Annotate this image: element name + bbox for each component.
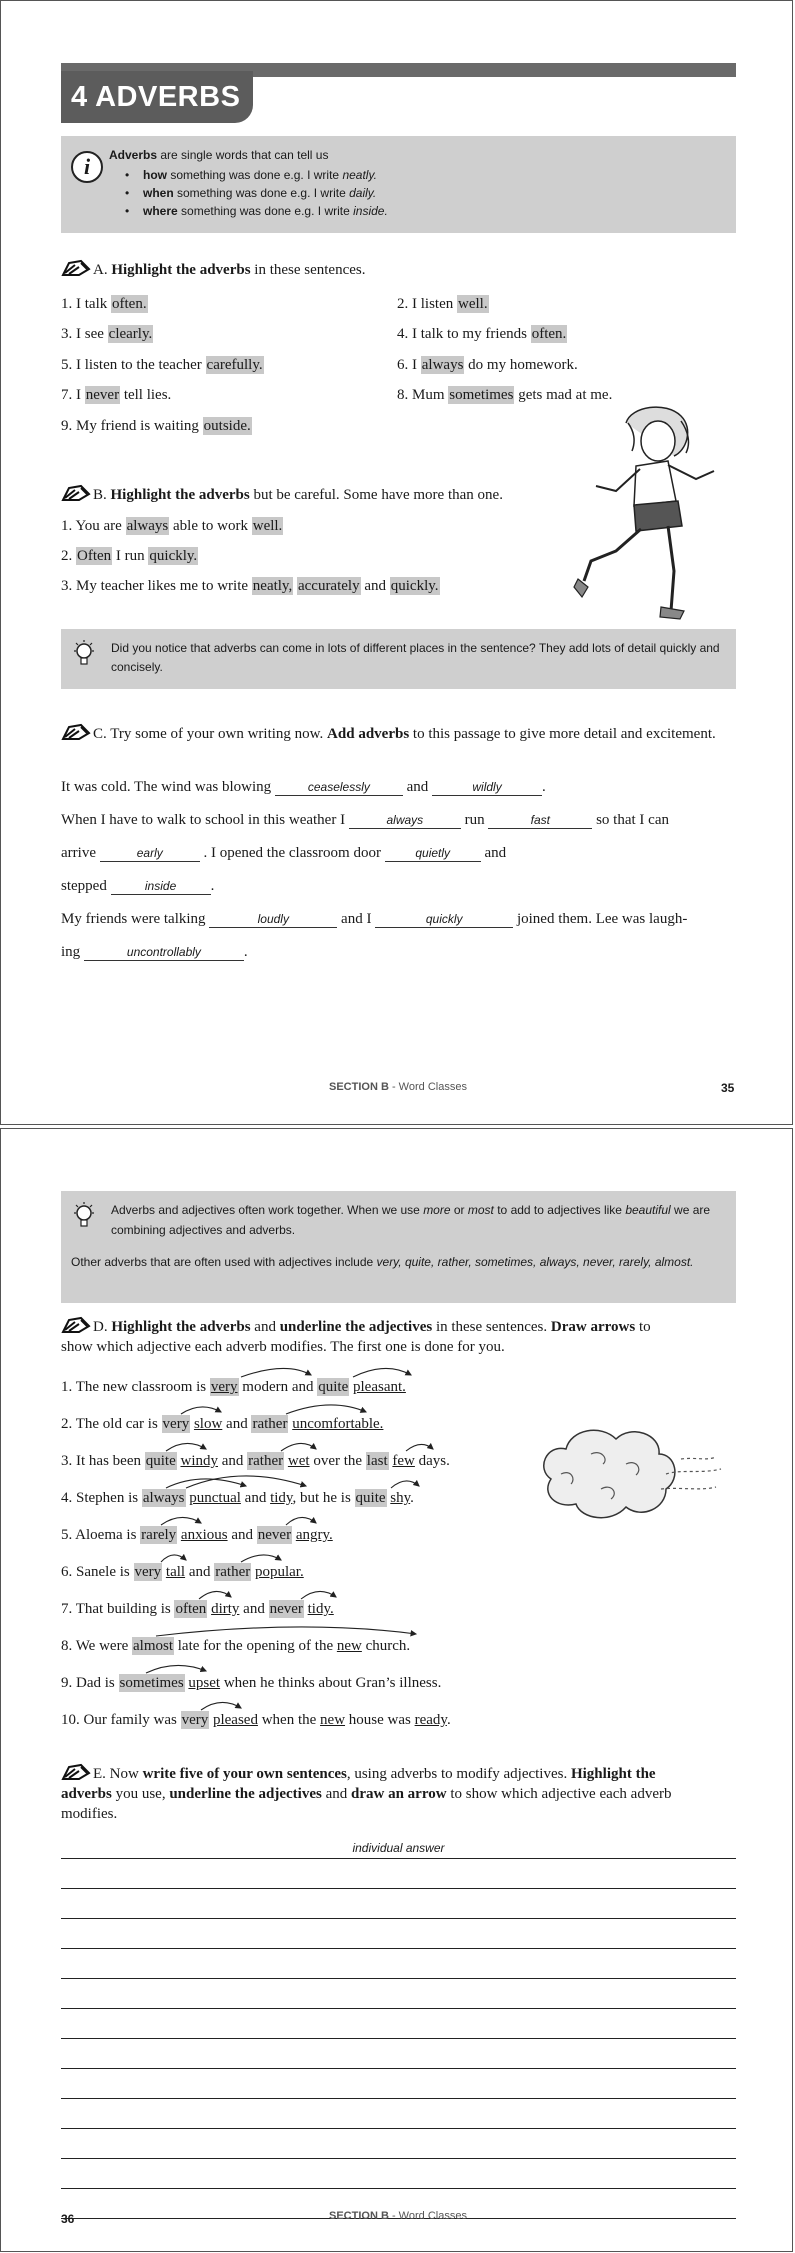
d-sentence-6: 6. Sanele is very tall and rather popular. [61, 1564, 304, 1580]
adverb-highlight: rather [252, 1416, 288, 1432]
answer-blank[interactable]: loudly [209, 911, 337, 928]
adjective-underline: tall [165, 1564, 186, 1580]
c-line-5: My friends were talking loudly and I quickly joined them. Lee was laugh- [61, 911, 688, 927]
adverb-highlight: often [175, 1601, 207, 1617]
d-sentence-2: 2. The old car is very slow and rather uncomfortable. [61, 1416, 384, 1432]
answer-blank[interactable]: fast [488, 812, 592, 829]
section-a-heading: A. Highlight the adverbs in these sentences. [61, 259, 366, 280]
adverb-highlight: rather [248, 1453, 284, 1469]
adverb-highlight: well. [252, 518, 283, 534]
pencil-writing-icon [61, 484, 91, 502]
b-sentence-1: 1. You are always able to work well. [61, 518, 283, 534]
adverb-highlight: very [210, 1379, 238, 1395]
answer-blank[interactable]: always [349, 812, 461, 829]
adverb-highlight: rarely [141, 1527, 177, 1543]
answer-line[interactable] [61, 1948, 736, 1949]
answer-blank[interactable]: inside [111, 878, 211, 895]
adverb-highlight: never [85, 387, 120, 403]
c-line-3: arrive early . I opened the classroom door quietly and [61, 845, 507, 861]
adjective-underline: shy [390, 1490, 411, 1506]
chapter-title: 4 ADVERBS [61, 71, 253, 123]
adjective-underline: anxious [180, 1527, 228, 1543]
a-sentence-5: 5. I listen to the teacher carefully. [61, 357, 263, 373]
c-line-2: When I have to walk to school in this weather I always run fast so that I can [61, 812, 669, 828]
info-item: • when something was done e.g. I write daily. [143, 184, 388, 202]
adjective-underline: slow [193, 1416, 223, 1432]
c-line-6: ing uncontrollably . [61, 944, 248, 960]
info-icon: i [71, 151, 103, 183]
adverb-highlight: never [269, 1601, 303, 1617]
pencil-writing-icon [61, 259, 91, 277]
c-line-1: It was cold. The wind was blowing ceaselessly and wildly . [61, 779, 546, 795]
adjective-underline: uncomfortable. [292, 1416, 384, 1432]
a-sentence-9: 9. My friend is waiting outside. [61, 418, 251, 434]
answer-line[interactable] [61, 1888, 736, 1889]
adjective-underline: wet [287, 1453, 310, 1469]
adjective-underline: few [392, 1453, 415, 1469]
adverb-highlight: very [162, 1416, 190, 1432]
c-line-4: stepped inside . [61, 878, 215, 894]
adjective-underline: angry. [295, 1527, 333, 1543]
info-list [143, 166, 388, 220]
adjective-underline: popular. [254, 1564, 304, 1580]
answer-blank[interactable]: quietly [385, 845, 481, 862]
adverb-highlight: very [134, 1564, 162, 1580]
d-sentence-7: 7. That building is often dirty and never tidy. [61, 1601, 334, 1617]
adverb-highlight: sometimes [119, 1675, 184, 1691]
wind-cloud-illustration [531, 1419, 731, 1529]
adverb-highlight: always [126, 518, 169, 534]
pencil-writing-icon [61, 1763, 91, 1781]
lightbulb-icon [71, 639, 97, 669]
adjective-underline: punctual [189, 1490, 241, 1506]
answer-line[interactable] [61, 1978, 736, 1979]
adverb-highlight: almost [133, 1638, 173, 1654]
adverb-highlight: neatly, [252, 578, 293, 594]
adverb-highlight: very [181, 1712, 209, 1728]
answer-line[interactable] [61, 1858, 736, 1859]
answer-line-text: individual answer [352, 1841, 445, 1855]
adverb-highlight: last [366, 1453, 388, 1469]
page-number: 36 [61, 2212, 75, 2226]
adjective-underline: tidy [270, 1490, 293, 1506]
answer-line[interactable] [61, 2038, 736, 2039]
d-sentence-9: 9. Dad is sometimes upset when he thinks about Gran’s illness. [61, 1675, 442, 1691]
adverb-highlight: often. [112, 296, 147, 312]
answer-line[interactable] [61, 2008, 736, 2009]
section-b-heading: B. Highlight the adverbs but be careful. Some have more than one. [61, 484, 503, 505]
adverb-highlight: always [421, 357, 464, 373]
adverb-highlight: quite [145, 1453, 176, 1469]
adverb-highlight: carefully. [206, 357, 263, 373]
page-35 [0, 0, 793, 1125]
answer-line[interactable] [61, 2068, 736, 2069]
adjective-underline: windy [180, 1453, 218, 1469]
d-sentence-10: 10. Our family was very pleased when the new house was ready. [61, 1712, 451, 1728]
adverb-highlight: accurately [297, 578, 360, 594]
info-box [61, 136, 736, 233]
answer-blank[interactable]: wildly [432, 779, 542, 796]
adjective-underline: new [336, 1638, 362, 1654]
answer-blank[interactable]: ceaselessly [275, 779, 403, 796]
adverb-highlight: rather [215, 1564, 251, 1580]
section-e-heading: E. Now write five of your own sentences, using adverbs to modify adjectives. Highlight the adverbs you use, underline the adjectives and draw an arrow to show which adjective each adverb modifies. [61, 1763, 736, 1824]
adverb-highlight: quite [318, 1379, 349, 1395]
d-sentence-8: 8. We were almost late for the opening of the new church. [61, 1638, 411, 1654]
a-sentence-3: 3. I see clearly. [61, 326, 153, 342]
adjective-underline: new [320, 1712, 346, 1728]
adverb-highlight: sometimes [449, 387, 514, 403]
section-d-heading: D. Highlight the adverbs and underline the adjectives in these sentences. Draw arrows to show which adjective each adverb modifies. The first one is done for you. [61, 1316, 736, 1357]
adjective-underline: ready [414, 1712, 447, 1728]
a-sentence-7: 7. I never tell lies. [61, 387, 172, 403]
tip-box [61, 629, 736, 689]
page-36 [0, 1128, 793, 2252]
a-sentence-8: 8. Mum sometimes gets mad at me. [397, 387, 613, 403]
info-item: • how something was done e.g. I write neatly. [143, 166, 388, 184]
b-sentence-3: 3. My teacher likes me to write neatly, accurately and quickly. [61, 578, 439, 594]
pencil-writing-icon [61, 723, 91, 741]
page-number: 35 [721, 1081, 735, 1095]
adverb-highlight: often. [531, 326, 567, 342]
adverb-highlight: clearly. [108, 326, 153, 342]
adverb-highlight: quite [355, 1490, 386, 1506]
adverb-highlight: well. [458, 296, 488, 312]
adjective-underline: pleased [212, 1712, 258, 1728]
info-lead: Adverbs are single words that can tell us [109, 148, 329, 162]
page-footer: SECTION B - Word Classes [329, 1081, 467, 1093]
answer-line[interactable] [61, 2158, 736, 2159]
answer-line[interactable] [61, 1918, 736, 1919]
a-sentence-4: 4. I talk to my friends often. [397, 326, 567, 342]
adverb-highlight: quickly. [390, 578, 439, 594]
info-item: • where something was done e.g. I write inside. [143, 202, 388, 220]
adverb-highlight: outside. [203, 418, 251, 434]
adverb-highlight: Often [77, 548, 112, 564]
b-sentence-2: 2. Often I run quickly. [61, 548, 198, 564]
d-sentence-1: 1. The new classroom is very modern and quite pleasant. [61, 1379, 406, 1395]
tip-line-2: combining adjectives and adverbs. [111, 1223, 296, 1237]
d-sentence-5: 5. Aloema is rarely anxious and never angry. [61, 1527, 333, 1543]
page-footer: SECTION B - Word Classes [329, 2210, 467, 2222]
answer-line[interactable] [61, 2188, 736, 2189]
answer-line[interactable] [61, 2128, 736, 2129]
answer-blank[interactable]: quickly [375, 911, 513, 928]
adverb-highlight: never [257, 1527, 292, 1543]
d-sentence-3: 3. It has been quite windy and rather wet over the last few days. [61, 1453, 450, 1469]
section-c-heading: C. Try some of your own writing now. Add adverbs to this passage to give more detail and excitement. [61, 723, 736, 744]
tip-line-3: Other adverbs that are often used with adjectives include very, quite, rather, sometimes, always, never, rarely, almost. [71, 1255, 694, 1269]
adjective-underline: pleasant. [353, 1379, 406, 1395]
tip-line-1: Adverbs and adjectives often work together. When we use more or most to add to adjectives like beautiful we are [111, 1203, 711, 1217]
a-sentence-1: 1. I talk often. [61, 296, 147, 312]
answer-blank[interactable]: early [100, 845, 200, 862]
running-girl-illustration [556, 401, 726, 631]
a-sentence-2: 2. I listen well. [397, 296, 488, 312]
adjective-underline: tidy. [307, 1601, 334, 1617]
answer-line[interactable] [61, 2098, 736, 2099]
answer-blank[interactable]: uncontrollably [84, 944, 244, 961]
adjective-underline: dirty [211, 1601, 240, 1617]
adverb-highlight: always [142, 1490, 185, 1506]
a-sentence-6: 6. I always do my homework. [397, 357, 578, 373]
tip-text: Did you notice that adverbs can come in lots of different places in the sentence? They add lots of detail quickly and concisely. [111, 641, 720, 674]
adjective-underline: upset [188, 1675, 221, 1691]
d-sentence-4: 4. Stephen is always punctual and tidy, but he is quite shy. [61, 1490, 414, 1506]
adverb-highlight: quickly. [149, 548, 198, 564]
